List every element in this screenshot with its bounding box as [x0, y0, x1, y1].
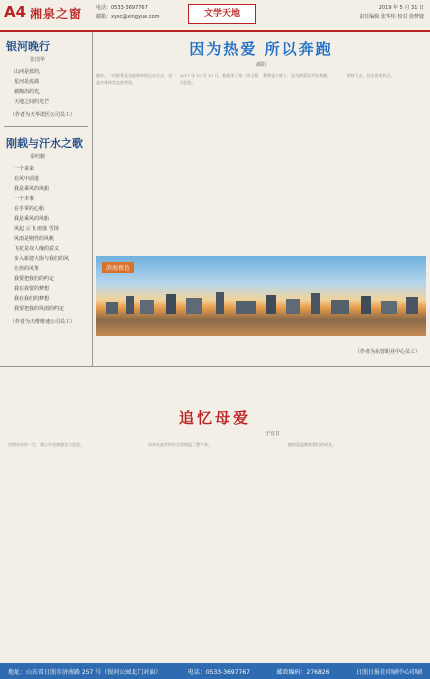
- poem2-title: 刚载与汗水之歌: [6, 137, 83, 150]
- article-col-3: [263, 72, 343, 252]
- article-note: （作者为东营职业中心员工）: [354, 349, 420, 355]
- poem-line: 天地之间的光芒: [14, 99, 50, 105]
- bottom-col-1: [8, 441, 142, 661]
- poem-line: 让你的风筝: [14, 266, 40, 272]
- poem-line: 步入新建大街与我们的风: [14, 256, 70, 262]
- paper-name: 湘泉之窗: [30, 7, 83, 21]
- header-phone: 电话：0533-3697767: [96, 5, 148, 11]
- contact-info: [96, 4, 159, 22]
- poem2-author: 秦明鹏: [30, 154, 46, 160]
- bottom-title: 追忆母爱: [178, 409, 251, 427]
- page-footer: [0, 663, 430, 679]
- poem-line: 被陶冶的光，: [14, 89, 45, 95]
- poem-line: 风雨是刚性的风帆: [14, 236, 55, 242]
- article-col-1: [96, 72, 176, 252]
- page-header: [0, 0, 430, 32]
- city-photo: [96, 256, 426, 336]
- bottom-paragraph: 她的爱温暖着我们的成长。: [288, 442, 336, 447]
- bottom-col-3: [288, 441, 422, 661]
- editors: 责任编辑 张华炜 校对 徐梦婕: [359, 14, 424, 20]
- article-paragraph: 跑步，一项最普及也最简单的运动方式，也是对身体状态的考验。: [96, 73, 172, 85]
- poem-line: 飞花是双人缘的意义: [14, 246, 60, 252]
- poem1-title: 银河晚行: [6, 40, 50, 53]
- poem-line: 我是乘风的风船: [14, 186, 50, 192]
- bottom-author: 于宜日: [264, 431, 280, 437]
- poem-line: 我在我要的梦想: [14, 286, 50, 292]
- article-col-4: [347, 72, 427, 252]
- divider: [4, 126, 88, 127]
- left-column: [0, 32, 93, 366]
- skyline-image: [96, 292, 426, 314]
- footer-phone: 电话：0533-3697767: [187, 668, 250, 676]
- article-paragraph: 坚持下去，总会看见终点。: [346, 73, 395, 78]
- poem-line: 我要把我们的约定: [14, 276, 55, 282]
- poem-line: 星河是流淌: [14, 79, 40, 85]
- header-email: 邮箱：xysc@xingyue.com: [96, 14, 160, 20]
- poem-line: 我要把我的风雨的约定: [14, 306, 65, 312]
- poem-line: 我在我们的梦想: [14, 296, 50, 302]
- poem-line: 在手掌的心船: [14, 206, 45, 212]
- date-info: [359, 4, 424, 22]
- section-tag: 文学天地: [188, 4, 256, 24]
- article-title: 因为热爱 所以奔跑: [189, 40, 333, 58]
- bottom-columns: [0, 441, 430, 661]
- article-columns: [96, 72, 426, 252]
- photo-caption: 滨海夜色: [102, 262, 134, 273]
- poem-line: 风起 云飞 雨落 雪扬: [14, 226, 59, 232]
- poem2-note: （作者为天维维速公司员工）: [10, 319, 76, 325]
- footer-printer: 日照日报社印刷中心印刷: [355, 668, 422, 676]
- footer-address: 地址：山东省日照市济南路 257 号（银河公园北门对面）: [8, 668, 162, 676]
- article-col-2: [180, 72, 260, 252]
- poem-line: 一个来来: [14, 166, 35, 172]
- page-number: A4: [4, 3, 27, 21]
- article-author: 郝阳: [255, 62, 266, 68]
- main-article: [96, 32, 426, 366]
- bottom-col-2: [148, 441, 282, 661]
- poem1-author: 张国华: [30, 57, 46, 63]
- poem-line: 在风中前进: [14, 176, 40, 182]
- bottom-article: [0, 366, 430, 664]
- poem-line: 山河是蓝的，: [14, 69, 45, 75]
- poem1-note: （作者为天华诺医公司员工）: [10, 112, 76, 118]
- article-paragraph: 我曾是个胖子，因为热爱而开始奔跑。: [263, 73, 331, 78]
- issue-date: 2019 年 5 月 31 日: [378, 5, 424, 11]
- poem-line: 我是乘风的风船: [14, 216, 50, 222]
- bottom-paragraph: 母亲在艰苦的岁月里撑起了整个家。: [148, 442, 212, 447]
- article-paragraph: 2017 年 11 月 19 日，我迎来了第一次全程马拉松。: [179, 73, 259, 85]
- footer-postcode: 邮政编码：276826: [276, 668, 330, 676]
- poem-line: 一个本事: [14, 196, 35, 202]
- bottom-paragraph: 回想母亲的一生，我心中充满感念与思念。: [8, 442, 84, 447]
